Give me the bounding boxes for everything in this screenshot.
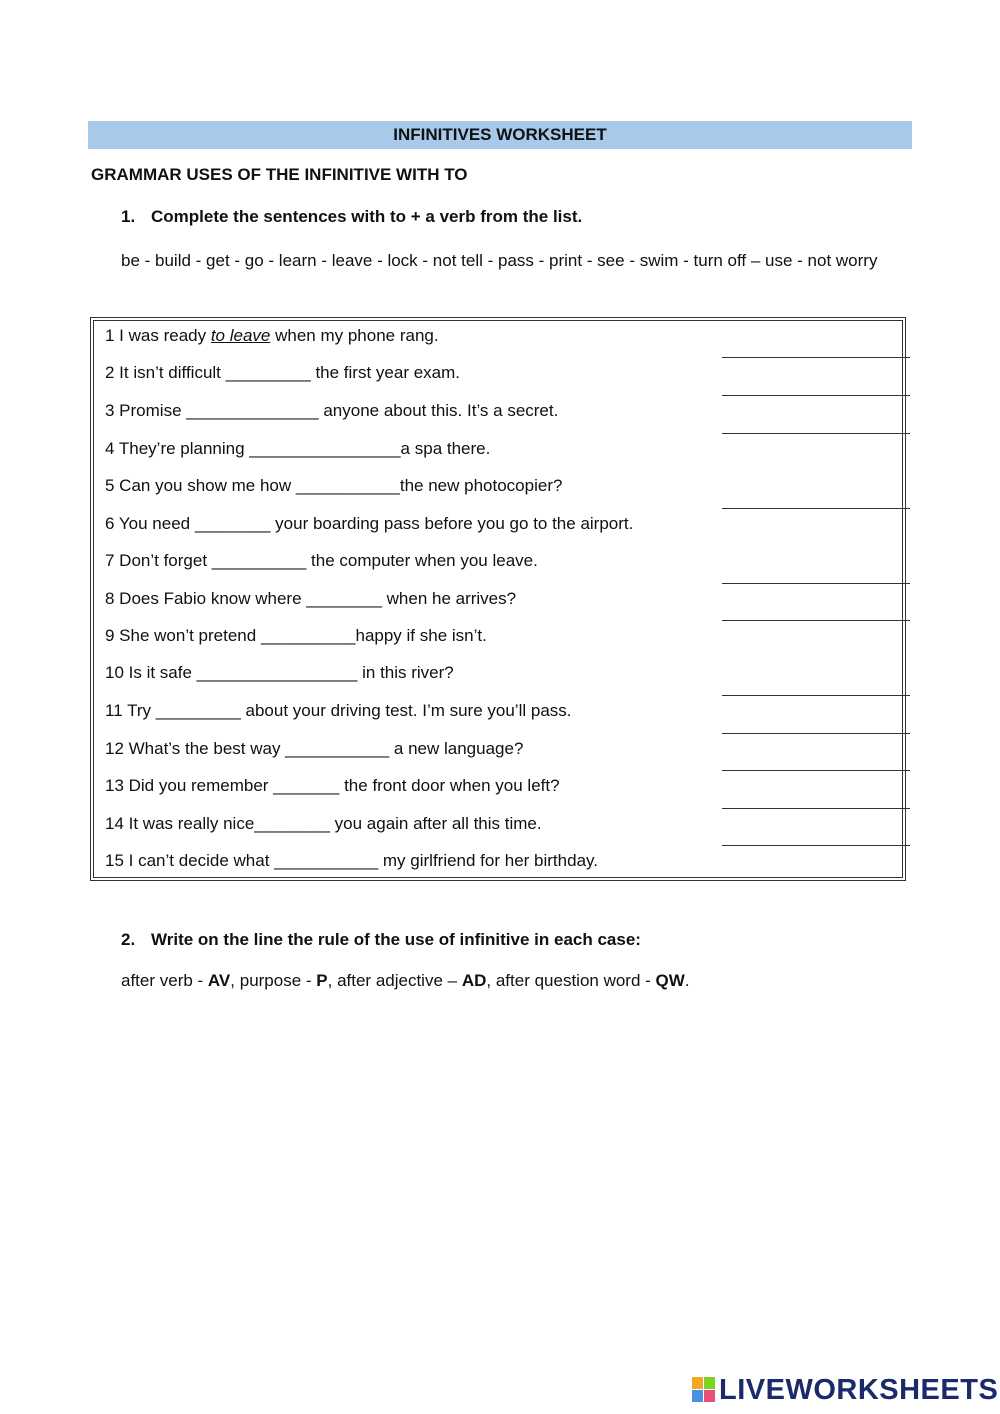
rule-label: purpose -: [239, 971, 317, 990]
answer-line[interactable]: [722, 695, 910, 696]
exercise-2-instruction: [121, 929, 641, 951]
exercise-table: [90, 317, 906, 881]
liveworksheets-logo[interactable]: [692, 1374, 998, 1406]
exercise-1-instruction: [121, 206, 582, 228]
rule-separator: ,: [327, 971, 338, 990]
answer-line[interactable]: [722, 357, 910, 358]
rule-codes: [121, 970, 690, 992]
exercise-1-instruction-text: Complete the sentences with to + a verb from the list.: [151, 207, 583, 226]
sentence-1: [105, 325, 439, 347]
rule-code: AD: [461, 971, 487, 990]
exercise-2-instruction-text: Write on the line the rule of the use of infinitive in each case:: [151, 930, 641, 949]
rule-label: after adjective –: [337, 971, 462, 990]
rule-label: after question word -: [495, 971, 656, 990]
rule-separator: ,: [230, 971, 240, 990]
sentence-12: 12 What’s the best way ___________ a new language?: [105, 739, 524, 758]
sentence-7: 7 Don’t forget __________ the computer when you leave.: [105, 551, 538, 570]
exercise-2-number: 2.: [121, 930, 136, 949]
sentence-15: 15 I can’t decide what ___________ my girlfriend for her birthday.: [105, 851, 598, 870]
logo-text: LIVEWORKSHEETS: [719, 1373, 999, 1406]
sentence-1-after: when my phone rang.: [270, 326, 439, 345]
section-heading: GRAMMAR USES OF THE INFINITIVE WITH TO: [91, 165, 468, 184]
rule-code: P: [316, 971, 328, 990]
logo-mark-icon: [692, 1377, 716, 1403]
sentence-10: 10 Is it safe _________________ in this river?: [105, 663, 454, 682]
logo-square-icon: [704, 1390, 715, 1402]
sentence-3: 3 Promise ______________ anyone about this. It’s a secret.: [105, 401, 559, 420]
sentence-6: 6 You need ________ your boarding pass before you go to the airport.: [105, 514, 634, 533]
sentence-8: 8 Does Fabio know where ________ when he arrives?: [105, 589, 517, 608]
logo-square-icon: [692, 1377, 703, 1389]
sentence-4: 4 They’re planning ________________a spa there.: [105, 439, 491, 458]
sentence-13: 13 Did you remember _______ the front door when you left?: [105, 776, 560, 795]
sentence-1-before: 1 I was ready: [105, 326, 211, 345]
rule-separator: .: [684, 971, 690, 990]
worksheet-title: INFINITIVES WORKSHEET: [88, 121, 912, 149]
logo-square-icon: [704, 1377, 715, 1389]
answer-line[interactable]: [722, 620, 910, 621]
sentence-5: 5 Can you show me how ___________the new photocopier?: [105, 476, 563, 495]
answer-line[interactable]: [722, 433, 910, 434]
sentence-2: 2 It isn’t difficult _________ the first year exam.: [105, 363, 460, 382]
answer-line[interactable]: [722, 395, 910, 396]
verb-list: be - build - get - go - learn - leave - lock - not tell - pass - print - see - swim - turn off – use - not worry: [121, 251, 878, 270]
sentence-1-example-answer: to leave: [210, 326, 271, 345]
sentence-9: 9 She won’t pretend __________happy if she isn’t.: [105, 626, 487, 645]
rule-separator: ,: [486, 971, 496, 990]
rule-label: after verb -: [121, 971, 208, 990]
answer-line[interactable]: [722, 508, 910, 509]
rule-code: QW: [655, 971, 685, 990]
exercise-1-number: 1.: [121, 207, 136, 226]
answer-line[interactable]: [722, 770, 910, 771]
logo-square-icon: [692, 1390, 703, 1402]
sentence-11: 11 Try _________ about your driving test. I’m sure you’ll pass.: [105, 701, 572, 720]
exercise-table-inner: [93, 320, 903, 878]
rule-code: AV: [207, 971, 231, 990]
sentence-14: 14 It was really nice________ you again after all this time.: [105, 814, 542, 833]
answer-line[interactable]: [722, 733, 910, 734]
answer-line[interactable]: [722, 808, 910, 809]
answer-line[interactable]: [722, 583, 910, 584]
answer-line[interactable]: [722, 845, 910, 846]
